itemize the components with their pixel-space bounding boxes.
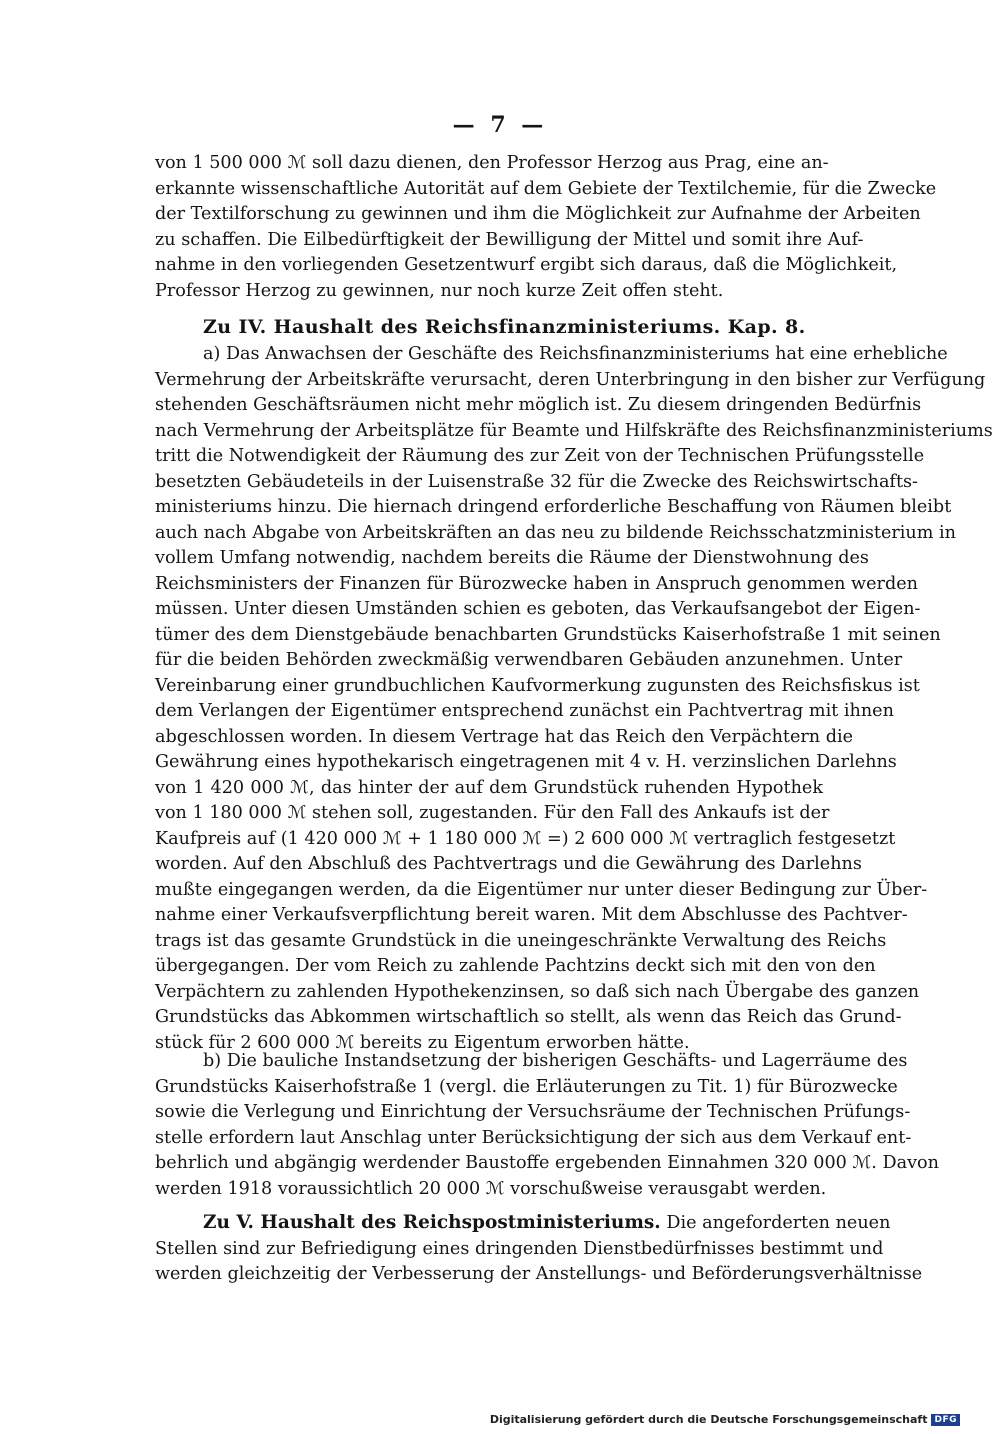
text-line: für die beiden Behörden zweckmäßig verwendbaren Gebäuden anzunehmen. Unter bbox=[155, 650, 903, 670]
text-line: werden 1918 voraussichtlich 20 000 ℳ vorschußweise verausgabt werden. bbox=[155, 1178, 827, 1199]
text-line: sowie die Verlegung und Einrichtung der Versuchsräume der Technischen Prüfungs- bbox=[155, 1102, 911, 1122]
section-iv-heading: Zu IV. Haushalt des Reichsfinanzministeriums. Kap. 8. bbox=[203, 316, 806, 338]
text-line: abgeschlossen worden. In diesem Vertrage hat das Reich den Verpächtern die bbox=[155, 726, 854, 747]
text-line: trags ist das gesamte Grundstück in die uneingeschränkte Verwaltung des Reichs bbox=[155, 930, 887, 951]
text-line: nach Vermehrung der Arbeitsplätze für Beamte und Hilfskräfte des Reichsfinanzministeriums bbox=[155, 420, 993, 441]
text-line: nahme einer Verkaufsverpflichtung bereit waren. Mit dem Abschlusse des Pachtver- bbox=[155, 905, 908, 925]
text-line: worden. Auf den Abschluß des Pachtvertrags und die Gewährung des Darlehns bbox=[155, 854, 862, 874]
text-line: müssen. Unter diesen Umständen schien es geboten, das Verkaufsangebot der Eigen- bbox=[155, 599, 921, 619]
text-line: der Textilforschung zu gewinnen und ihm die Möglichkeit zur Aufnahme der Arbeiten bbox=[155, 204, 921, 224]
text-line: von 1 500 000 ℳ soll dazu dienen, den Professor Herzog aus Prag, eine an- bbox=[155, 153, 829, 173]
intro-paragraph bbox=[155, 151, 937, 304]
text-line: übergegangen. Der vom Reich zu zahlende Pachtzins deckt sich mit den von den bbox=[155, 956, 876, 976]
text-line: ministeriums hinzu. Die hiernach dringend erforderliche Beschaffung von Räumen bleibt bbox=[155, 497, 952, 517]
text-line: Vereinbarung einer grundbuchlichen Kaufvormerkung zugunsten des Reichsfiskus ist bbox=[155, 675, 920, 696]
text-line: Verpächtern zu zahlenden Hypothekenzinsen, so daß sich nach Übergabe des ganzen bbox=[155, 981, 920, 1002]
section-iv-part-a bbox=[155, 342, 993, 1056]
text-line: tritt die Notwendigkeit der Räumung des zur Zeit von der Technischen Prüfungsstelle bbox=[155, 446, 925, 466]
section-v-paragraph bbox=[155, 1210, 923, 1288]
text-line: tümer des dem Dienstgebäude benachbarten Grundstücks Kaiserhofstraße 1 mit seinen bbox=[155, 624, 941, 645]
text-line: mußte eingegangen werden, da die Eigentümer nur unter dieser Bedingung zur Über- bbox=[155, 879, 928, 900]
text-line: von 1 180 000 ℳ stehen soll, zugestanden. Für den Fall des Ankaufs ist der bbox=[155, 803, 830, 823]
dfg-logo: DFG bbox=[931, 1414, 960, 1426]
text-line: zu schaffen. Die Eilbedürftigkeit der Bewilligung der Mittel und somit ihre Auf- bbox=[155, 229, 864, 250]
text-line: Professor Herzog zu gewinnen, nur noch kurze Zeit offen steht. bbox=[155, 280, 724, 301]
text-line: Grundstücks das Abkommen wirtschaftlich so stellt, als wenn das Reich das Grund- bbox=[155, 1007, 902, 1027]
text-line: Kaufpreis auf (1 420 000 ℳ + 1 180 000 ℳ =) 2 600 000 ℳ vertraglich festgesetzt bbox=[155, 828, 896, 849]
text-line: dem Verlangen der Eigentümer entsprechend zunächst ein Pachtvertrag mit ihnen bbox=[155, 701, 894, 721]
credit-text: Digitalisierung gefördert durch die Deutsche Forschungsgemeinschaft bbox=[489, 1413, 928, 1426]
text-line: Vermehrung der Arbeitskräfte verursacht, deren Unterbringung in den bisher zur Verfügung bbox=[155, 369, 986, 390]
text-line: von 1 420 000 ℳ, das hinter der auf dem Grundstück ruhenden Hypothek bbox=[155, 777, 823, 798]
section-v-heading: Zu V. Haushalt des Reichspostministeriums. bbox=[203, 1212, 661, 1233]
digitization-credit bbox=[490, 1413, 960, 1426]
text-line: Grundstücks Kaiserhofstraße 1 (vergl. die Erläuterungen zu Tit. 1) für Bürozwecke bbox=[155, 1076, 898, 1097]
text-line: besetzten Gebäudeteils in der Luisenstraße 32 für die Zwecke des Reichswirtschafts- bbox=[155, 471, 918, 492]
page-number: — 7 — bbox=[452, 112, 548, 138]
text-line: Gewährung eines hypothekarisch eingetragenen mit 4 v. H. verzinslichen Darlehns bbox=[155, 752, 897, 772]
text-line: stück für 2 600 000 ℳ bereits zu Eigentum erworben hätte. bbox=[155, 1032, 690, 1053]
text-line: behrlich und abgängig werdender Baustoffe ergebenden Einnahmen 320 000 ℳ. Davon bbox=[155, 1153, 939, 1173]
section-v-first-line bbox=[155, 1210, 891, 1237]
text-line: Reichsministers der Finanzen für Bürozwecke haben in Anspruch genommen werden bbox=[155, 573, 918, 594]
text-line: nahme in den vorliegenden Gesetzentwurf ergibt sich daraus, daß die Möglichkeit, bbox=[155, 255, 898, 275]
text-line: erkannte wissenschaftliche Autorität auf dem Gebiete der Textilchemie, für die Zwecke bbox=[155, 178, 937, 199]
text-line: auch nach Abgabe von Arbeitskräften an das neu zu bildende Reichsschatzministerium in bbox=[155, 522, 956, 543]
text-line: b) Die bauliche Instandsetzung der bisherigen Geschäfts- und Lagerräume des bbox=[203, 1051, 908, 1071]
text-line: stehenden Geschäftsräumen nicht mehr möglich ist. Zu diesem dringenden Bedürfnis bbox=[155, 395, 922, 415]
text-line: werden gleichzeitig der Verbesserung der Anstellungs- und Beförderungsverhältnisse bbox=[155, 1264, 923, 1284]
text-line: Stellen sind zur Befriedigung eines dringenden Dienstbedürfnisses bestimmt und bbox=[155, 1238, 884, 1259]
section-iv-part-b bbox=[155, 1049, 939, 1202]
section-iv-heading-block bbox=[155, 315, 823, 341]
text-line: vollem Umfang notwendig, nachdem bereits die Räume der Dienstwohnung des bbox=[155, 548, 869, 568]
text-line: stelle erfordern laut Anschlag unter Berücksichtigung der sich aus dem Verkauf ent- bbox=[155, 1127, 912, 1148]
text-line: a) Das Anwachsen der Geschäfte des Reichsfinanzministeriums hat eine erhebliche bbox=[203, 344, 948, 364]
text-segment: Die angeforderten neuen bbox=[666, 1213, 891, 1233]
